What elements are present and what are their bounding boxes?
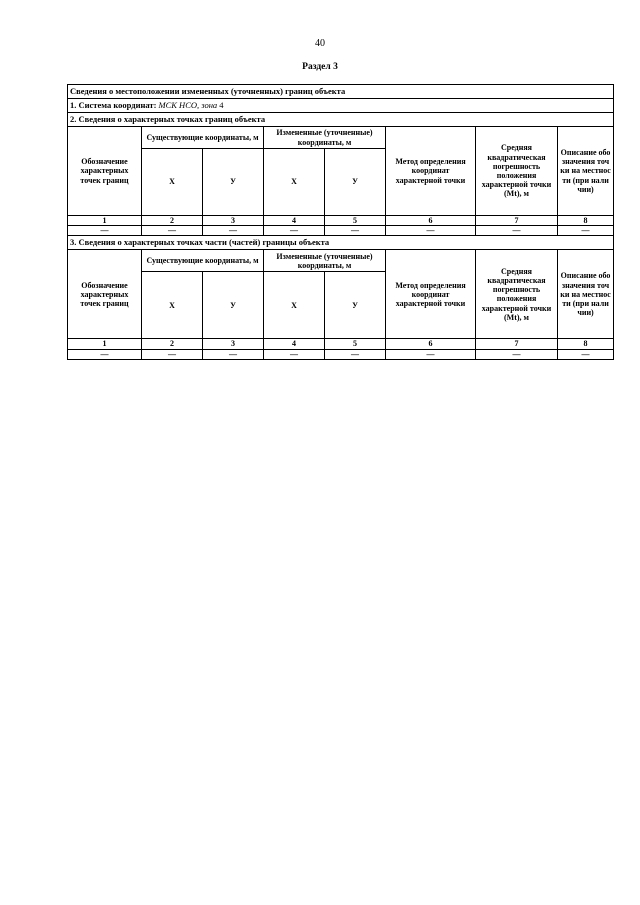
table-row — [68, 226, 614, 236]
col-error: Средняя квадратическая погрешность положения характерной точки (Mt), м — [476, 127, 558, 216]
col-desc: Описание обозначения точки на местности (при наличии) — [558, 127, 614, 216]
col-point: Обозначение характерных точек границ — [68, 250, 142, 339]
col-changed: Измененные (уточненные) координаты, м — [264, 250, 386, 272]
table-cell: — — [68, 349, 142, 359]
col-method: Метод определения координат характерной точки — [386, 250, 476, 339]
table-cell: — — [386, 226, 476, 236]
table-cell: — — [68, 226, 142, 236]
col-point: Обозначение характерных точек границ — [68, 127, 142, 216]
table-cell: — — [264, 349, 325, 359]
block-heading: 2. Сведения о характерных точках границ объекта — [68, 113, 614, 127]
col-x-changed: X — [264, 149, 325, 216]
col-y-existing: У — [203, 272, 264, 339]
table-cell: — — [476, 226, 558, 236]
coord-system-value: МСК НСО, зона — [158, 99, 218, 110]
col-existing: Существующие координаты, м — [142, 250, 264, 272]
col-desc: Описание обозначения точки на местности (при наличии) — [558, 250, 614, 339]
column-numbers-row — [68, 339, 614, 349]
boundary-table — [67, 84, 614, 360]
table-cell: — — [558, 349, 614, 359]
column-number: 2 — [142, 216, 203, 226]
coord-system-row — [68, 99, 614, 113]
col-method: Метод определения координат характерной точки — [386, 127, 476, 216]
col-y-changed: У — [325, 272, 386, 339]
coord-system-label: 1. Система координат: — [70, 99, 157, 110]
col-y-existing: У — [203, 149, 264, 216]
coord-system-zone: 4 — [219, 99, 224, 110]
col-y-changed: У — [325, 149, 386, 216]
column-number: 3 — [203, 339, 264, 349]
col-error: Средняя квадратическая погрешность положения характерной точки (Mt), м — [476, 250, 558, 339]
table-cell: — — [386, 349, 476, 359]
block-heading: 3. Сведения о характерных точках части (частей) границы объекта — [68, 236, 614, 250]
column-number: 5 — [325, 216, 386, 226]
page-number: 40 — [315, 38, 325, 49]
column-number: 5 — [325, 339, 386, 349]
column-number: 4 — [264, 339, 325, 349]
column-number: 8 — [558, 216, 614, 226]
table-cell: — — [476, 349, 558, 359]
col-x-existing: X — [142, 149, 203, 216]
col-existing: Существующие координаты, м — [142, 127, 264, 149]
column-number: 1 — [68, 216, 142, 226]
table-cell: — — [325, 226, 386, 236]
column-number: 8 — [558, 339, 614, 349]
col-x-changed: X — [264, 272, 325, 339]
column-number: 6 — [386, 216, 476, 226]
section-title: Раздел 3 — [302, 62, 338, 72]
col-changed: Измененные (уточненные) координаты, м — [264, 127, 386, 149]
col-x-existing: X — [142, 272, 203, 339]
column-number: 6 — [386, 339, 476, 349]
column-number: 7 — [476, 216, 558, 226]
column-number: 7 — [476, 339, 558, 349]
column-number: 4 — [264, 216, 325, 226]
table-cell: — — [203, 226, 264, 236]
table-cell: — — [142, 349, 203, 359]
table-row — [68, 349, 614, 359]
table-title: Сведения о местоположении измененных (уточненных) границ объекта — [68, 85, 614, 99]
table-cell: — — [264, 226, 325, 236]
column-numbers-row — [68, 216, 614, 226]
table-cell: — — [325, 349, 386, 359]
column-number: 1 — [68, 339, 142, 349]
table-cell: — — [142, 226, 203, 236]
table-cell: — — [558, 226, 614, 236]
column-number: 2 — [142, 339, 203, 349]
table-cell: — — [203, 349, 264, 359]
column-number: 3 — [203, 216, 264, 226]
